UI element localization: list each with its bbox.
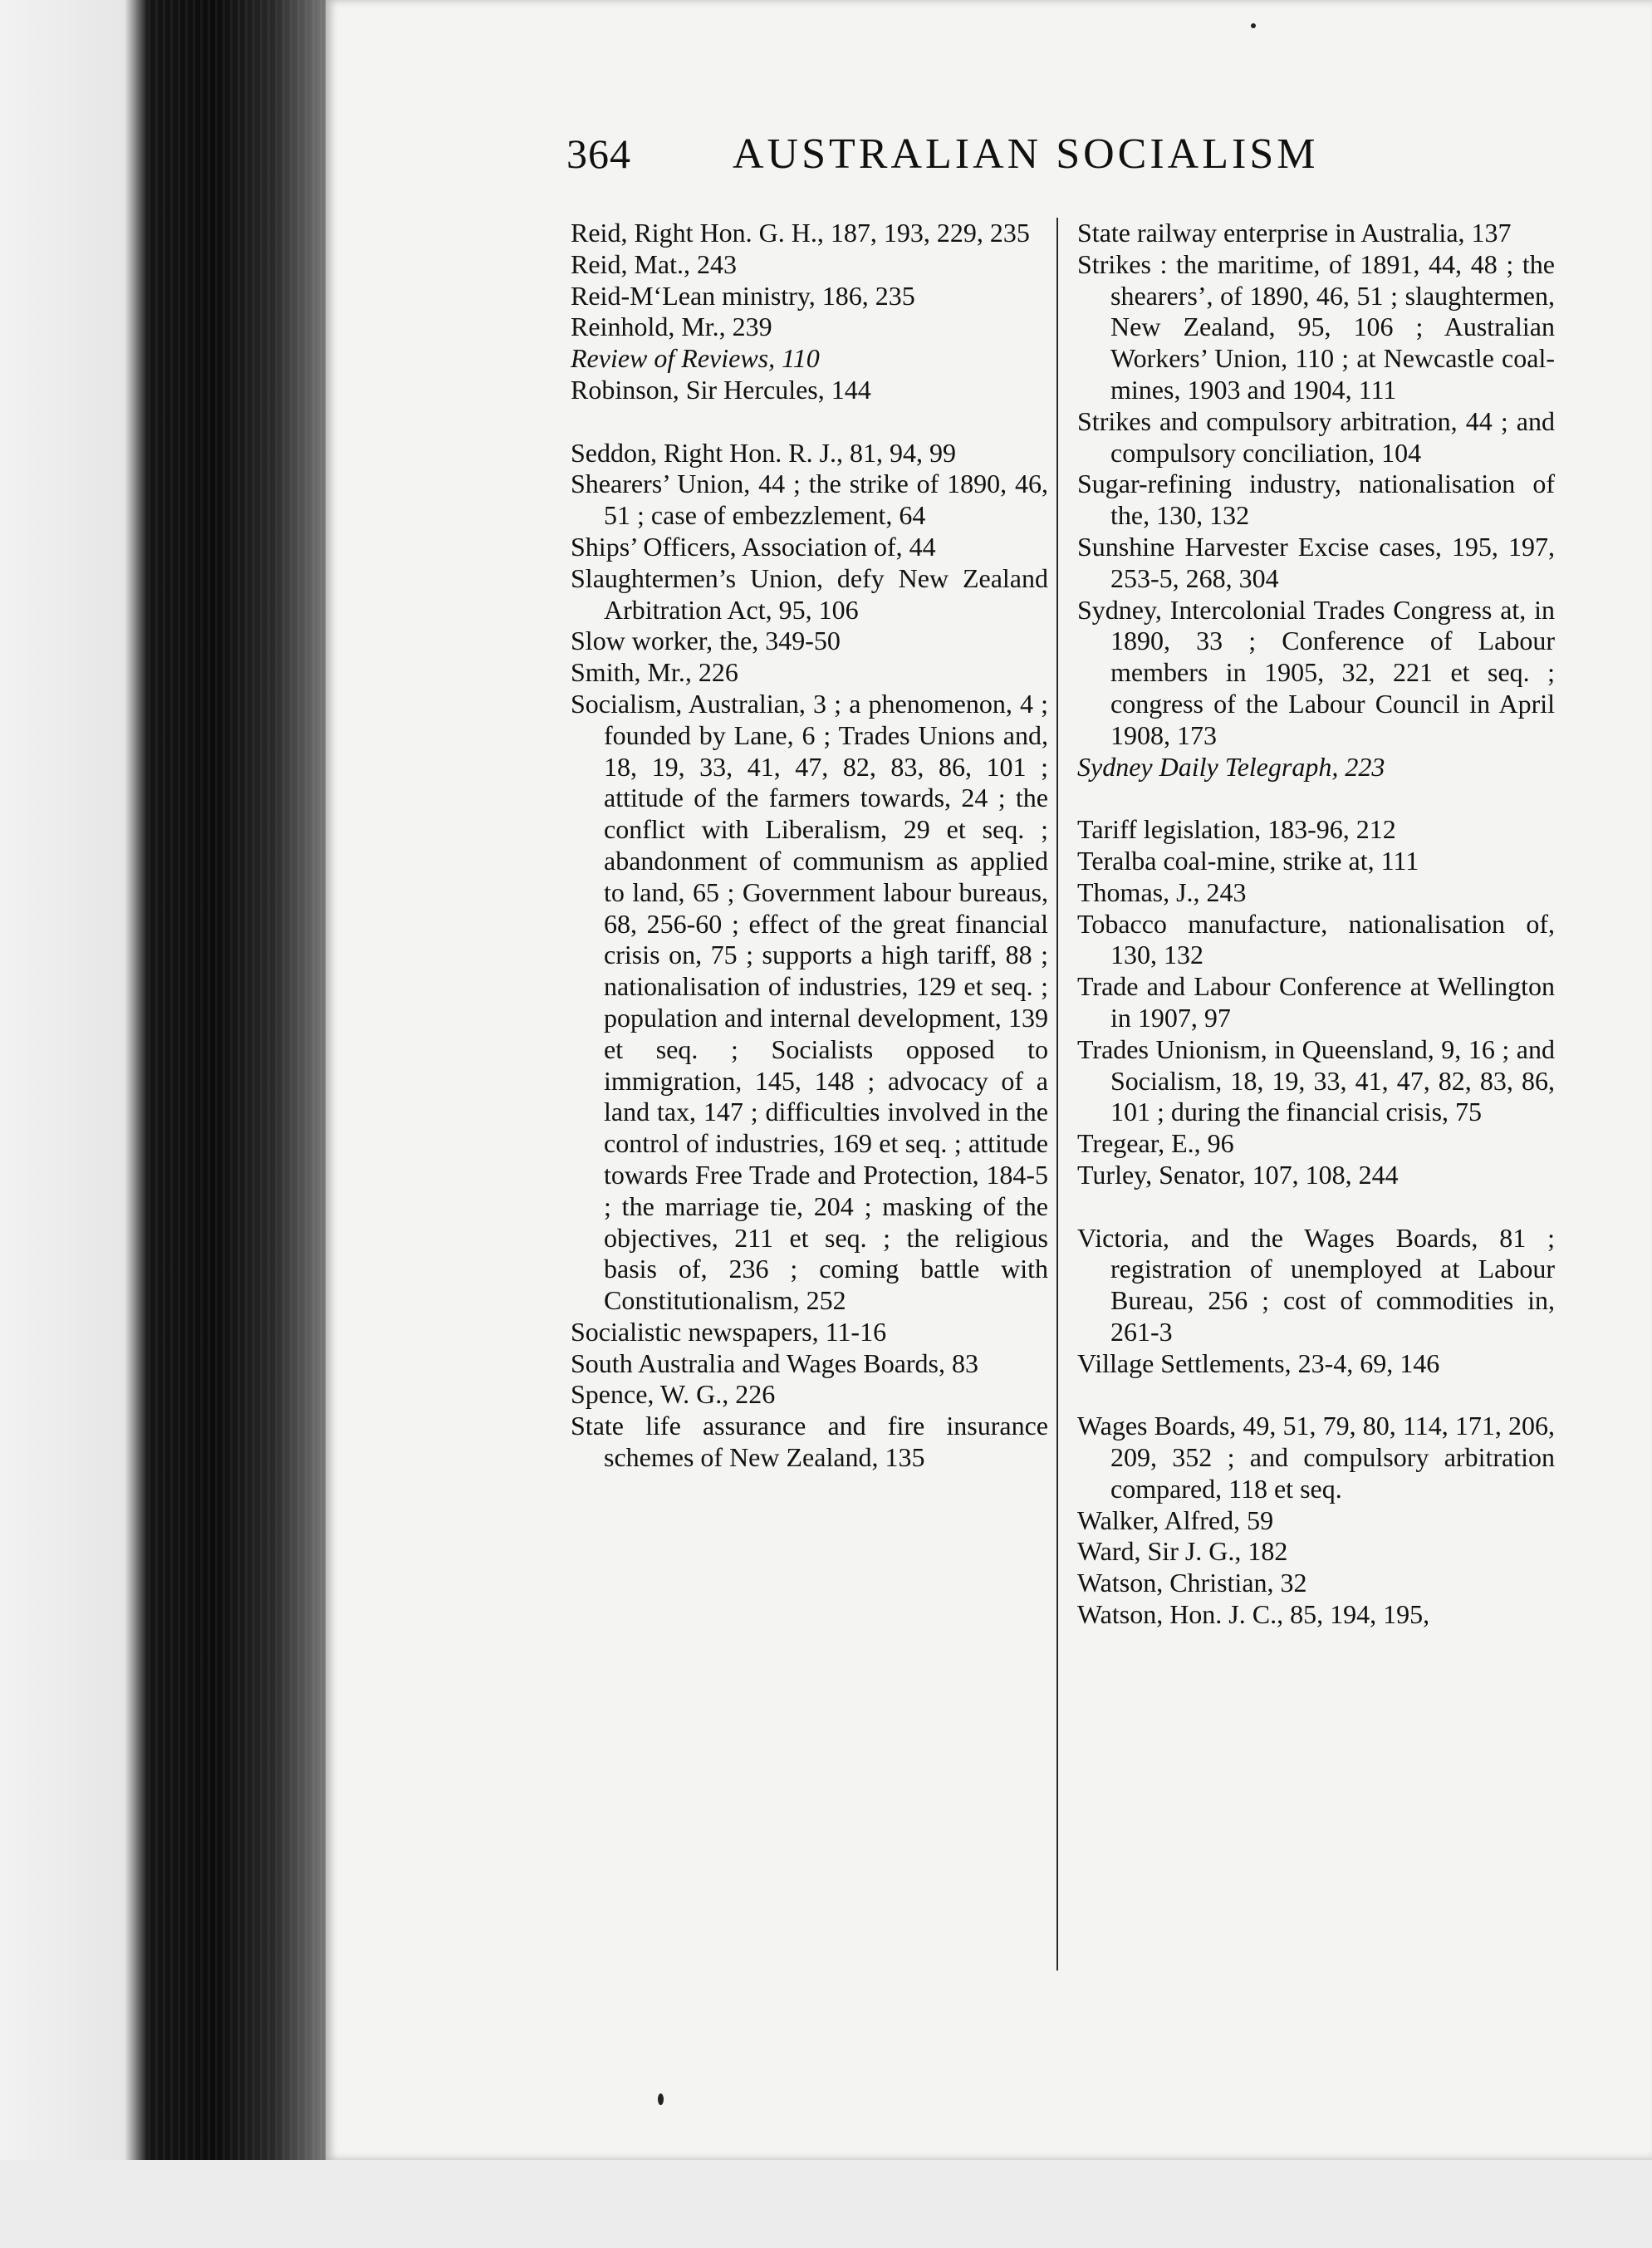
index-column-right xyxy=(1077,218,1555,1631)
index-entry: Walker, Alfred, 59 xyxy=(1077,1504,1274,1535)
scan-speck xyxy=(658,2093,664,2105)
index-entry: Spence, W. G., 226 xyxy=(571,1379,776,1410)
section-gap xyxy=(1077,783,1555,814)
index-entry: Reid, Right Hon. G. H., 187, 193, 229, 235 xyxy=(571,218,1030,248)
page-number: 364 xyxy=(566,130,631,177)
index-entry: Trades Unionism, in Queensland, 9, 16 ; and Socialism, 18, 19, 33, 41, 47, 82, 83, 86, 101 ; during the financial crisis, 75 xyxy=(1077,1033,1555,1127)
index-entry: Sydney Daily Telegraph, 223 xyxy=(1077,751,1385,782)
index-entry: Seddon, Right Hon. R. J., 81, 94, 99 xyxy=(571,437,957,468)
index-entry: State life assurance and fire insurance schemes of New Zealand, 135 xyxy=(571,1411,1048,1473)
running-title: AUSTRALIAN SOCIALISM xyxy=(733,130,1319,178)
index-entry: Reid, Mat., 243 xyxy=(571,248,737,279)
scan-bottom-margin xyxy=(0,2160,1652,2248)
index-entry: Sydney, Intercolonial Trades Congress at, in 1890, 33 ; Conference of Labour members in 1905, 32, 221 et seq. ; congress of the Labour Council in April 1908, 173 xyxy=(1077,594,1555,750)
index-entry: Victoria, and the Wages Boards, 81 ; registration of unemployed at Labour Bureau, 256 ; cost of commodities in, 261-3 xyxy=(1077,1222,1555,1347)
index-column-left xyxy=(571,218,1048,1474)
scan-speck xyxy=(1251,23,1256,28)
index-entry: Turley, Senator, 107, 108, 244 xyxy=(1077,1159,1399,1190)
section-gap xyxy=(571,406,1048,438)
index-entry: Watson, Hon. J. C., 85, 194, 195, xyxy=(1077,1599,1430,1630)
index-entry: Slow worker, the, 349-50 xyxy=(571,626,841,656)
index-entry: Tregear, E., 96 xyxy=(1077,1128,1234,1159)
index-entry: Trade and Labour Conference at Wellington in 1907, 97 xyxy=(1077,971,1555,1033)
index-entry: Strikes : the maritime, of 1891, 44, 48 ; the shearers’, of 1890, 46, 51 ; slaughtermen, New Zealand, 95, 106 ; Australian Workers’ Union, 110 ; at Newcastle coal-mines, 1903 and 1904, 111 xyxy=(1077,248,1555,405)
index-entry: Tariff legislation, 183-96, 212 xyxy=(1077,814,1396,845)
index-entry: Socialistic newspapers, 11-16 xyxy=(571,1316,887,1347)
column-divider xyxy=(1056,218,1058,1971)
page-header xyxy=(566,125,1652,183)
index-entry: Wages Boards, 49, 51, 79, 80, 114, 171, 206, 209, 352 ; and compulsory arbitration compared, 118 et seq. xyxy=(1077,1411,1555,1504)
index-entry: Teralba coal-mine, strike at, 111 xyxy=(1077,845,1419,876)
index-entry: Review of Reviews, 110 xyxy=(571,343,820,374)
index-entry: Thomas, J., 243 xyxy=(1077,876,1247,907)
index-entry: Slaughtermen’s Union, defy New Zealand Arbitration Act, 95, 106 xyxy=(571,562,1048,625)
section-gap xyxy=(1077,1379,1555,1411)
index-entry: Robinson, Sir Hercules, 144 xyxy=(571,374,871,405)
index-entry: Reid-M‘Lean ministry, 186, 235 xyxy=(571,280,915,311)
book-page xyxy=(326,0,1652,2160)
index-entry: Ships’ Officers, Association of, 44 xyxy=(571,531,936,562)
section-gap xyxy=(1077,1191,1555,1223)
index-entry: Watson, Christian, 32 xyxy=(1077,1568,1307,1598)
index-entry: Strikes and compulsory arbitration, 44 ; and compulsory conciliation, 104 xyxy=(1077,405,1555,468)
index-entry: State railway enterprise in Australia, 137 xyxy=(1077,218,1512,248)
index-entry: Tobacco manufacture, nationalisation of, 130, 132 xyxy=(1077,908,1555,970)
index-entry: Village Settlements, 23-4, 69, 146 xyxy=(1077,1347,1440,1378)
book-spine-shadow xyxy=(148,0,322,2248)
index-entry: Reinhold, Mr., 239 xyxy=(571,312,772,342)
index-entry: South Australia and Wages Boards, 83 xyxy=(571,1347,978,1378)
index-entry: Ward, Sir J. G., 182 xyxy=(1077,1536,1288,1567)
index-entry: Smith, Mr., 226 xyxy=(571,657,738,688)
index-entry: Socialism, Australian, 3 ; a phenomenon, 4 ; founded by Lane, 6 ; Trades Unions and, 18, 19, 33, 41, 47, 82, 83, 86, 101 ; attitude of the farmers towards, 24 ; the conflict with Liberalism, 29 et seq. ; abandonment of communism as applied to land, 65 ; Government labour bureaus, 68, 256-60 ; effect of the great financial crisis on, 75 ; supports a high tariff, 88 ; nationalisation of industries, 129 et seq. ; population and internal development, 139 et seq. ; Socialists opposed to immigration, 145, 148 ; advocacy of a land tax, 147 ; difficulties involved in the control of industries, 169 et seq. ; attitude towards Free Trade and Protection, 184-5 ; the marriage tie, 204 ; masking of the objectives, 211 et seq. ; the religious basis of, 236 ; coming battle with Constitutionalism, 252 xyxy=(571,688,1048,1316)
index-entry: Sugar-refining industry, nationalisation of the, 130, 132 xyxy=(1077,469,1555,531)
index-entry: Shearers’ Union, 44 ; the strike of 1890, 46, 51 ; case of embezzlement, 64 xyxy=(571,469,1048,531)
index-entry: Sunshine Harvester Excise cases, 195, 197, 253-5, 268, 304 xyxy=(1077,531,1555,593)
